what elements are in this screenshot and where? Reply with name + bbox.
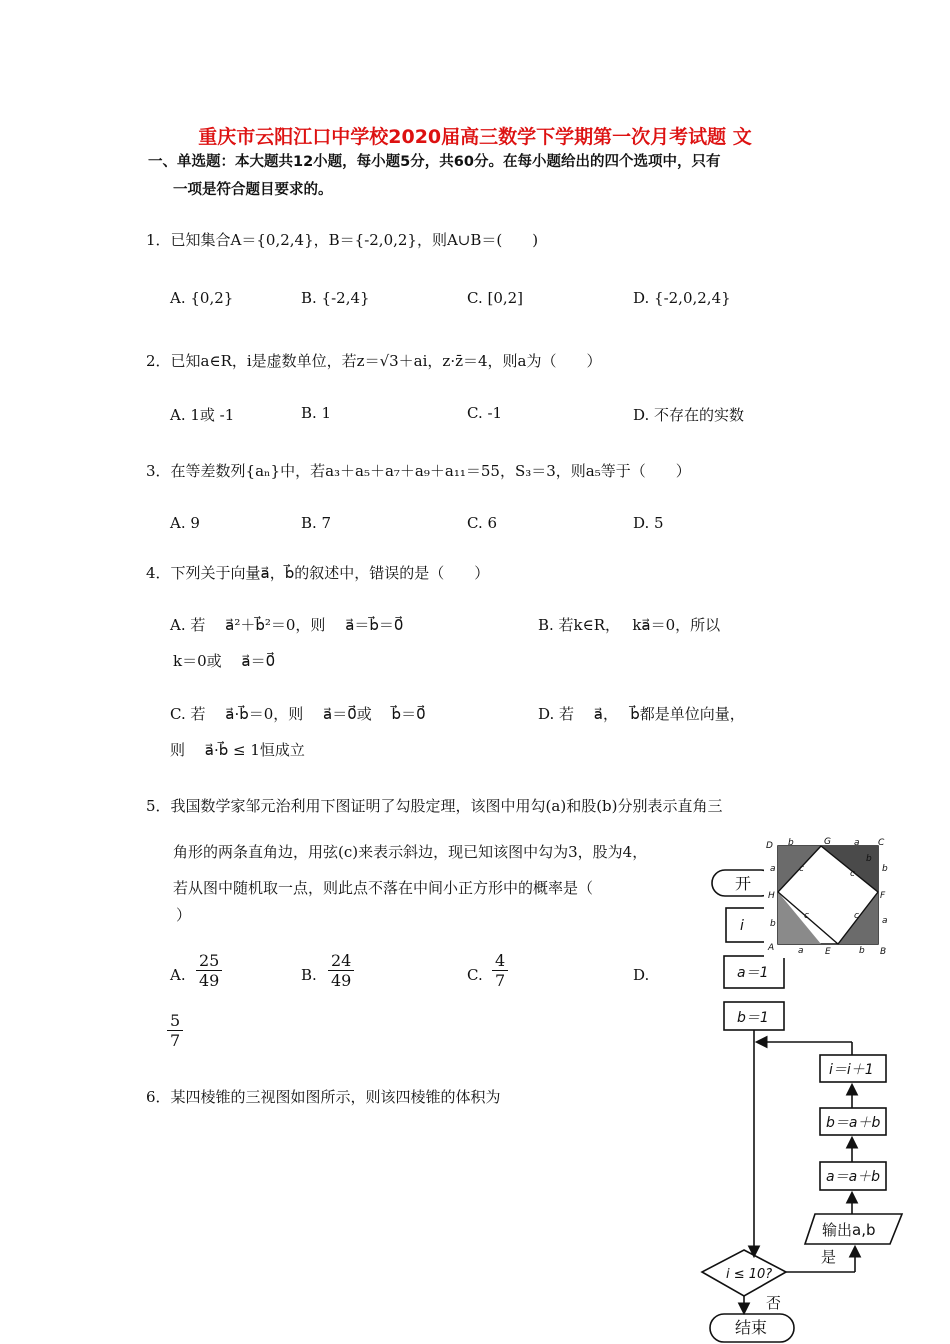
question-5-stem-2: 角形的两条直角边，用弦(c)来表示斜边，现已知该图中勾为3，股为4，	[173, 843, 648, 861]
label-h: H	[768, 891, 775, 901]
q1-option-c: C. [0,2]	[467, 289, 524, 307]
q3-option-a: A. 9	[170, 514, 200, 532]
q4-option-cd-cont: 则 a⃗·b⃗ ≤ 1恒成立	[170, 741, 305, 759]
condition-label: i ≤ 10?	[726, 1267, 773, 1282]
init-a-label: a＝1	[737, 965, 769, 981]
q1-option-a: A. {0,2}	[170, 289, 234, 307]
label-f: F	[880, 891, 886, 901]
question-4-stem: 4．下列关于向量a⃗，b⃗的叙述中，错误的是（ ）	[146, 564, 490, 582]
q2-option-d: D. 不存在的实数	[633, 406, 745, 424]
section-heading: 一、单选题：本大题共12小题，每小题5分，共60分。在每小题给出的四个选项中，只有	[148, 154, 721, 170]
label-g: G	[824, 837, 831, 847]
output-label: 输出a,b	[822, 1221, 876, 1239]
end-label: 结束	[735, 1318, 768, 1337]
fraction-denominator: 7	[495, 971, 506, 990]
question-6-stem: 6．某四棱锥的三视图如图所示，则该四棱锥的体积为	[146, 1088, 501, 1106]
fraction-numerator: 5	[167, 1011, 183, 1031]
label-e: E	[825, 947, 831, 957]
question-5-stem: 5．我国数学家邹元治利用下图证明了勾股定理，该图中用勾(a)和股(b)分别表示直角三	[146, 797, 723, 815]
q5-option-b-label: B.	[301, 966, 317, 984]
q4-option-c: C. 若 a⃗·b⃗＝0，则 a⃗＝0⃗或 b⃗＝0⃗	[170, 705, 426, 723]
step-i-label: i＝i＋1	[829, 1062, 874, 1078]
q5-option-c-label: C.	[467, 966, 483, 984]
section-heading-cont: 一项是符合题目要求的。	[173, 182, 333, 198]
label-a-left: a	[770, 864, 776, 874]
q3-option-b: B. 7	[301, 514, 332, 532]
label-b-right: b	[882, 864, 888, 874]
fraction-numerator: 24	[328, 951, 354, 971]
question-5-stem-3: 若从图中随机取一点，则此点不落在中间小正方形中的概率是（	[173, 879, 594, 897]
q4-option-d: D. 若 a⃗， b⃗都是单位向量，	[538, 705, 745, 723]
q1-option-b: B. {-2,4}	[301, 289, 370, 307]
fraction-numerator: 25	[196, 951, 222, 971]
q4-option-ab-cont: k＝0或 a⃗＝0⃗	[173, 652, 276, 670]
q3-option-c: C. 6	[467, 514, 498, 532]
q5-option-c-fraction	[492, 951, 508, 990]
question-2-stem: 2．已知a∈R，i是虚数单位，若z＝√3＋ai，z·z̄＝4，则a为（ ）	[146, 352, 602, 370]
label-c-4: c	[854, 911, 859, 921]
q5-option-a-label: A.	[170, 966, 186, 984]
question-1-stem: 1．已知集合A＝{0,2,4}，B＝{-2,0,2}，则A∪B＝( )	[146, 231, 539, 249]
q4-option-b: B. 若k∈R， ka⃗＝0，所以	[538, 616, 721, 634]
init-b-label: b＝1	[737, 1010, 769, 1026]
fraction-numerator: 4	[492, 951, 508, 971]
q4-option-a: A. 若 a⃗²＋b⃗²＝0，则 a⃗＝b⃗＝0⃗	[170, 616, 404, 634]
q3-option-d: D. 5	[633, 514, 664, 532]
pythagoras-square-figure	[764, 836, 890, 958]
label-b-inner: b	[866, 854, 872, 864]
q2-option-a: A. 1或 -1	[170, 406, 235, 424]
label-b-left: b	[770, 919, 776, 929]
fraction-denominator: 49	[199, 971, 220, 990]
fraction-denominator: 7	[170, 1031, 181, 1050]
q2-option-c: C. -1	[467, 404, 503, 422]
yes-label: 是	[821, 1248, 837, 1266]
label-a-right: a	[882, 916, 888, 926]
q5-option-d-fraction	[167, 1011, 183, 1050]
label-b: B	[880, 947, 887, 957]
init-i-label: i	[740, 918, 744, 934]
start-label: 开	[735, 874, 752, 893]
label-a-bottom: a	[798, 946, 804, 956]
question-3-stem: 3．在等差数列{aₙ}中，若a₃＋a₅＋a₇＋a₉＋a₁₁＝55，S₃＝3，则a₅等于（ ）	[146, 462, 691, 480]
q5-option-d-label: D.	[633, 966, 650, 984]
step-b-label: b＝a＋b	[826, 1115, 881, 1131]
label-c-1: c	[799, 864, 804, 874]
label-d: D	[766, 841, 773, 851]
fraction-denominator: 49	[331, 971, 352, 990]
label-b-top: b	[788, 838, 794, 848]
q2-option-b: B. 1	[301, 404, 332, 422]
page-title: 重庆市云阳江口中学校2020届高三数学下学期第一次月考试题 文	[198, 126, 752, 148]
q1-option-d: D. {-2,0,2,4}	[633, 289, 731, 307]
label-c: C	[878, 838, 885, 848]
label-c-2: c	[850, 869, 855, 879]
q5-option-a-fraction	[196, 951, 222, 990]
label-a-corner: A	[768, 943, 775, 953]
step-a-label: a＝a＋b	[826, 1169, 881, 1185]
no-label: 否	[766, 1294, 782, 1312]
label-a-top: a	[854, 838, 860, 848]
label-c-3: c	[804, 911, 809, 921]
label-b-bottom: b	[859, 946, 865, 956]
q5-option-b-fraction	[328, 951, 354, 990]
question-5-stem-4: ）	[176, 906, 192, 924]
